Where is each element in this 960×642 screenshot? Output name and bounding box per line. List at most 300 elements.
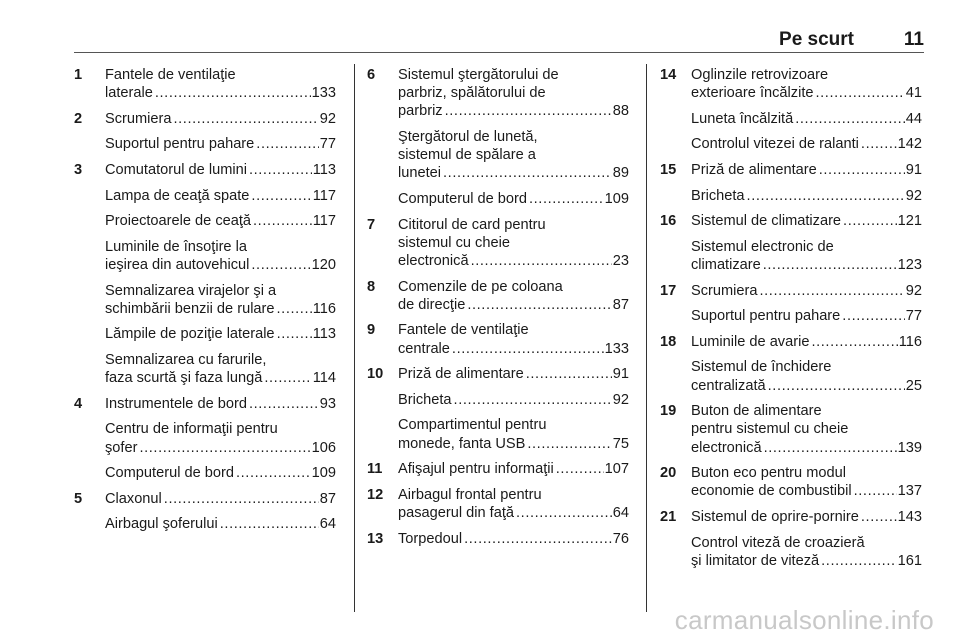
- entry-line: [398, 460, 629, 478]
- entry-label: Compartimentul pentru: [398, 417, 547, 434]
- index-entry: [660, 135, 922, 153]
- page-reference: 92: [612, 391, 629, 408]
- index-entry: [74, 420, 336, 456]
- dot-leader: [747, 187, 905, 205]
- index-entry: [74, 187, 336, 205]
- entry-label: Lampa de ceaţă spate: [105, 187, 250, 204]
- index-entry: [74, 351, 336, 387]
- entry-label: Airbagul frontal pentru: [398, 486, 542, 503]
- item-number: 17: [660, 282, 677, 299]
- page-reference: 64: [319, 516, 336, 533]
- entry-label: Ştergătorul de lunetă,: [398, 129, 538, 145]
- entry-line: [105, 282, 336, 300]
- index-entry: [74, 325, 336, 343]
- page-number: 11: [903, 29, 924, 50]
- entry-line: [398, 66, 629, 84]
- page-reference: 109: [604, 191, 629, 207]
- index-entry: [367, 530, 629, 548]
- dot-leader: [471, 252, 612, 270]
- entry-label: Instrumentele de bord: [105, 395, 247, 412]
- entry-line: [691, 482, 922, 500]
- entry-text: [691, 187, 922, 205]
- entry-label: Priză de alimentare: [398, 366, 524, 383]
- entry-label: laterale: [105, 85, 153, 102]
- entry-label: Priză de alimentare: [691, 161, 817, 178]
- item-number: 15: [660, 161, 677, 178]
- entry-line: [105, 395, 336, 413]
- index-entry: [367, 190, 629, 208]
- entry-text: [398, 486, 629, 522]
- entry-label: Bricheta: [691, 187, 745, 204]
- entry-line: [398, 530, 629, 548]
- entry-line: [691, 161, 922, 179]
- dot-leader: [155, 84, 311, 102]
- item-number: 8: [367, 278, 376, 295]
- entry-text: [691, 212, 922, 230]
- index-column-3: [660, 66, 922, 577]
- item-number: 3: [74, 161, 83, 178]
- dot-leader: [256, 135, 318, 153]
- dot-leader: [760, 282, 905, 300]
- index-entry: [74, 110, 336, 128]
- entry-line: [398, 321, 629, 339]
- dot-leader: [819, 161, 905, 179]
- entry-text: [691, 464, 922, 500]
- dot-leader: [526, 365, 612, 383]
- entry-label: Airbagul şoferului: [105, 516, 218, 533]
- dot-leader: [529, 190, 604, 208]
- page-reference: 133: [311, 85, 336, 102]
- entry-label: parbriz: [398, 103, 443, 120]
- index-entry: [367, 460, 629, 478]
- entry-label: Bricheta: [398, 391, 452, 408]
- item-number: 11: [367, 461, 383, 478]
- entry-line: [105, 84, 336, 102]
- index-entry: [660, 358, 922, 394]
- entry-text: [105, 325, 336, 343]
- entry-label: lunetei: [398, 165, 442, 182]
- dot-leader: [763, 256, 897, 274]
- entry-line: [105, 238, 336, 256]
- index-entry: [74, 212, 336, 230]
- index-entry: [74, 282, 336, 318]
- entry-text: [105, 110, 336, 128]
- item-number: 7: [367, 216, 376, 233]
- entry-text: [398, 365, 629, 383]
- entry-line: [691, 358, 922, 376]
- entry-label: climatizare: [691, 256, 761, 273]
- entry-text: [105, 420, 336, 456]
- watermark: carmanualsonline.info: [674, 605, 934, 635]
- page-reference: 92: [905, 187, 922, 204]
- entry-line: [691, 420, 922, 438]
- page-reference: 120: [311, 256, 336, 273]
- dot-leader: [277, 300, 312, 318]
- entry-label: Lămpile de poziţie laterale: [105, 326, 275, 343]
- item-number: 14: [660, 67, 677, 83]
- page-reference: 109: [311, 465, 336, 482]
- entry-text: [691, 135, 922, 153]
- index-entry: [74, 395, 336, 413]
- item-number: 13: [367, 530, 384, 547]
- entry-label: Buton eco pentru modul: [691, 465, 846, 482]
- entry-line: [691, 307, 922, 325]
- dot-leader: [811, 333, 897, 351]
- entry-line: [105, 325, 336, 343]
- page-reference: 77: [319, 136, 336, 153]
- entry-label: Centru de informaţii pentru: [105, 421, 278, 438]
- index-entry: [367, 321, 629, 357]
- index-entry: [660, 212, 922, 230]
- entry-label: schimbării benzii de rulare: [105, 300, 275, 317]
- entry-line: [105, 439, 336, 457]
- item-number: 19: [660, 403, 677, 420]
- item-number: 10: [367, 366, 384, 383]
- entry-text: [398, 128, 629, 183]
- item-number: 2: [74, 110, 83, 127]
- entry-text: [691, 238, 922, 274]
- dot-leader: [816, 84, 905, 102]
- entry-label: parbriz, spălătorului de: [398, 85, 546, 102]
- entry-line: [398, 340, 629, 358]
- dot-leader: [861, 508, 897, 526]
- index-entry: [660, 161, 922, 179]
- page-reference: 91: [612, 366, 629, 383]
- index-entry: [660, 110, 922, 128]
- entry-label: Proiectoarele de ceaţă: [105, 213, 252, 230]
- entry-text: [105, 66, 336, 102]
- entry-line: [691, 212, 922, 230]
- entry-label: Scrumiera: [105, 110, 172, 127]
- index-entry: [367, 365, 629, 383]
- entry-line: [691, 333, 922, 351]
- entry-label: electronică: [691, 439, 762, 456]
- page-reference: 133: [604, 340, 629, 357]
- index-entry: [367, 416, 629, 452]
- entry-label: ieşirea din autovehicul: [105, 256, 250, 273]
- entry-text: [691, 161, 922, 179]
- dot-leader: [452, 340, 604, 358]
- item-number: 12: [367, 486, 384, 503]
- entry-line: [398, 190, 629, 208]
- entry-line: [105, 490, 336, 508]
- entry-line: [105, 66, 336, 84]
- entry-text: [105, 161, 336, 179]
- entry-line: [105, 135, 336, 153]
- index-entry: [367, 128, 629, 183]
- entry-label: Afişajul pentru informaţii: [398, 461, 554, 478]
- entry-text: [691, 282, 922, 300]
- dot-leader: [220, 515, 319, 533]
- page-reference: 41: [905, 85, 922, 102]
- dot-leader: [861, 135, 897, 153]
- header-rule: [74, 52, 924, 53]
- entry-text: [398, 391, 629, 409]
- entry-text: [398, 460, 629, 478]
- entry-line: [691, 110, 922, 128]
- dot-leader: [251, 187, 311, 205]
- entry-label: economie de combustibil: [691, 483, 852, 500]
- index-entry: [660, 187, 922, 205]
- dot-leader: [277, 325, 312, 343]
- dot-leader: [251, 256, 310, 274]
- index-entry: [660, 66, 922, 102]
- page-reference: 106: [311, 439, 336, 456]
- page-reference: 114: [312, 370, 336, 387]
- dot-leader: [139, 439, 310, 457]
- entry-line: [105, 187, 336, 205]
- entry-text: [105, 238, 336, 274]
- entry-label: Semnalizarea virajelor şi a: [105, 282, 277, 299]
- entry-label: Semnalizarea cu farurile,: [105, 351, 267, 368]
- entry-line: [691, 439, 922, 457]
- index-entry: [74, 464, 336, 482]
- entry-line: [691, 534, 922, 552]
- entry-text: [105, 351, 336, 387]
- entry-label: Sistemul de climatizare: [691, 213, 842, 230]
- page-reference: 77: [905, 308, 922, 325]
- index-entry: [367, 486, 629, 522]
- entry-text: [398, 216, 629, 271]
- index-entry: [660, 508, 922, 526]
- entry-text: [105, 515, 336, 533]
- page-reference: 23: [612, 253, 629, 269]
- page-reference: 91: [905, 161, 922, 178]
- page-reference: 44: [905, 110, 922, 127]
- entry-label: centralizată: [691, 377, 766, 394]
- entry-label: Buton de alimentare: [691, 403, 822, 420]
- entry-text: [105, 395, 336, 413]
- page-reference: 161: [897, 552, 922, 569]
- dot-leader: [854, 482, 897, 500]
- dot-leader: [556, 460, 604, 478]
- entry-text: [691, 66, 922, 102]
- entry-line: [398, 486, 629, 504]
- entry-label: Control viteză de croazieră: [691, 534, 865, 551]
- dot-leader: [236, 464, 311, 482]
- dot-leader: [764, 439, 897, 457]
- dot-leader: [464, 530, 612, 548]
- entry-line: [398, 102, 629, 120]
- entry-label: Comenzile de pe coloana: [398, 278, 563, 295]
- page-reference: 93: [319, 395, 336, 412]
- dot-leader: [516, 504, 612, 522]
- entry-text: [691, 358, 922, 394]
- page-reference: 92: [319, 110, 336, 127]
- page-reference: 117: [312, 187, 336, 204]
- entry-label: şi limitator de viteză: [691, 552, 820, 569]
- entry-line: [398, 391, 629, 409]
- entry-line: [398, 164, 629, 182]
- page-reference: 87: [319, 490, 336, 507]
- entry-text: [398, 278, 629, 314]
- entry-line: [398, 296, 629, 314]
- page-reference: 137: [897, 483, 922, 500]
- entry-line: [105, 256, 336, 274]
- index-entry: [660, 238, 922, 274]
- entry-line: [398, 234, 629, 252]
- dot-leader: [821, 552, 896, 570]
- entry-label: centrale: [398, 340, 450, 357]
- entry-line: [105, 212, 336, 230]
- entry-line: [398, 278, 629, 296]
- entry-label: de direcţie: [398, 296, 466, 313]
- entry-text: [398, 66, 629, 121]
- entry-label: Sistemul ştergătorului de: [398, 67, 559, 83]
- entry-text: [105, 464, 336, 482]
- entry-label: Sistemul de închidere: [691, 359, 832, 376]
- entry-line: [398, 435, 629, 453]
- entry-line: [691, 402, 922, 420]
- dot-leader: [842, 307, 904, 325]
- index-entry: [74, 161, 336, 179]
- index-column-2: [367, 66, 629, 555]
- dot-leader: [454, 391, 612, 409]
- index-entry: [660, 402, 922, 457]
- entry-label: Torpedoul: [398, 530, 463, 547]
- entry-label: Claxonul: [105, 490, 162, 507]
- item-number: 4: [74, 395, 83, 412]
- entry-label: Computerul de bord: [105, 465, 234, 482]
- entry-line: [691, 135, 922, 153]
- entry-text: [691, 333, 922, 351]
- entry-line: [398, 504, 629, 522]
- entry-line: [105, 351, 336, 369]
- item-number: 9: [367, 322, 376, 339]
- entry-line: [691, 552, 922, 570]
- entry-line: [691, 464, 922, 482]
- page-reference: 142: [897, 136, 922, 153]
- entry-line: [105, 369, 336, 387]
- dot-leader: [264, 369, 311, 387]
- entry-text: [398, 416, 629, 452]
- entry-line: [398, 365, 629, 383]
- entry-line: [105, 161, 336, 179]
- entry-line: [105, 464, 336, 482]
- entry-label: Scrumiera: [691, 282, 758, 299]
- index-entry: [74, 515, 336, 533]
- dot-leader: [768, 377, 905, 395]
- dot-leader: [795, 110, 905, 128]
- entry-label: sistemul de spălare a: [398, 147, 536, 164]
- entry-label: Luminile de însoţire la: [105, 238, 247, 255]
- column-divider: [646, 64, 647, 612]
- dot-leader: [253, 212, 312, 230]
- entry-text: [105, 282, 336, 318]
- entry-label: şofer: [105, 439, 138, 456]
- entry-line: [105, 110, 336, 128]
- page-header: [74, 29, 924, 51]
- entry-line: [691, 256, 922, 274]
- item-number: 21: [660, 508, 677, 525]
- entry-label: monede, fanta USB: [398, 435, 526, 452]
- page-reference: 89: [612, 165, 629, 182]
- page-reference: 107: [604, 461, 629, 478]
- page-reference: 121: [897, 213, 922, 230]
- entry-text: [691, 110, 922, 128]
- entry-line: [398, 128, 629, 146]
- entry-line: [398, 416, 629, 434]
- index-entry: [367, 391, 629, 409]
- section-title: Pe scurt: [779, 29, 854, 50]
- entry-text: [105, 490, 336, 508]
- entry-line: [691, 187, 922, 205]
- entry-line: [398, 84, 629, 102]
- entry-label: Suportul pentru pahare: [105, 136, 255, 153]
- index-column-1: [74, 66, 336, 541]
- index-entry: [367, 278, 629, 314]
- page-reference: 87: [612, 296, 629, 313]
- entry-line: [398, 216, 629, 234]
- entry-text: [105, 135, 336, 153]
- entry-line: [398, 146, 629, 164]
- entry-label: Luminile de avarie: [691, 333, 810, 350]
- entry-label: Fantele de ventilaţie: [105, 67, 236, 83]
- index-entry: [660, 333, 922, 351]
- entry-line: [105, 420, 336, 438]
- entry-text: [691, 534, 922, 570]
- entry-line: [691, 508, 922, 526]
- page-reference: 76: [612, 530, 629, 547]
- entry-label: sistemul cu cheie: [398, 234, 510, 251]
- entry-label: electronică: [398, 253, 469, 269]
- index-entry: [74, 490, 336, 508]
- entry-label: Oglinzile retrovizoare: [691, 67, 829, 83]
- entry-label: Luneta încălzită: [691, 110, 794, 127]
- index-entry: [660, 534, 922, 570]
- entry-label: Controlul vitezei de ralanti: [691, 136, 859, 153]
- item-number: 16: [660, 213, 677, 230]
- item-number: 20: [660, 465, 677, 482]
- page-reference: 123: [897, 256, 922, 273]
- entry-label: Cititorul de card pentru: [398, 216, 546, 233]
- page-reference: 75: [612, 435, 629, 452]
- entry-line: [691, 238, 922, 256]
- entry-text: [691, 307, 922, 325]
- entry-label: faza scurtă şi faza lungă: [105, 370, 263, 387]
- entry-text: [105, 187, 336, 205]
- page-reference: 64: [612, 504, 629, 521]
- index-entry: [367, 66, 629, 121]
- dot-leader: [843, 212, 897, 230]
- entry-label: exterioare încălzite: [691, 85, 814, 102]
- entry-line: [691, 377, 922, 395]
- item-number: 1: [74, 67, 83, 83]
- entry-text: [398, 321, 629, 357]
- index-entry: [367, 216, 629, 271]
- entry-label: Computerul de bord: [398, 191, 527, 207]
- column-divider: [354, 64, 355, 612]
- page-reference: 88: [612, 103, 629, 120]
- page-reference: 113: [312, 326, 336, 343]
- entry-label: Comutatorul de lumini: [105, 161, 247, 178]
- index-entry: [74, 238, 336, 274]
- page-reference: 143: [897, 508, 922, 525]
- entry-line: [105, 300, 336, 318]
- dot-leader: [249, 395, 319, 413]
- page-reference: 113: [312, 161, 336, 178]
- dot-leader: [443, 164, 612, 182]
- entry-label: pentru sistemul cu cheie: [691, 421, 849, 438]
- index-entry: [660, 282, 922, 300]
- entry-label: Sistemul de oprire-pornire: [691, 508, 859, 525]
- entry-label: Suportul pentru pahare: [691, 308, 841, 325]
- entry-label: Fantele de ventilaţie: [398, 322, 529, 339]
- index-entry: [660, 464, 922, 500]
- page-reference: 25: [905, 377, 922, 394]
- page-reference: 117: [312, 213, 336, 230]
- dot-leader: [445, 102, 612, 120]
